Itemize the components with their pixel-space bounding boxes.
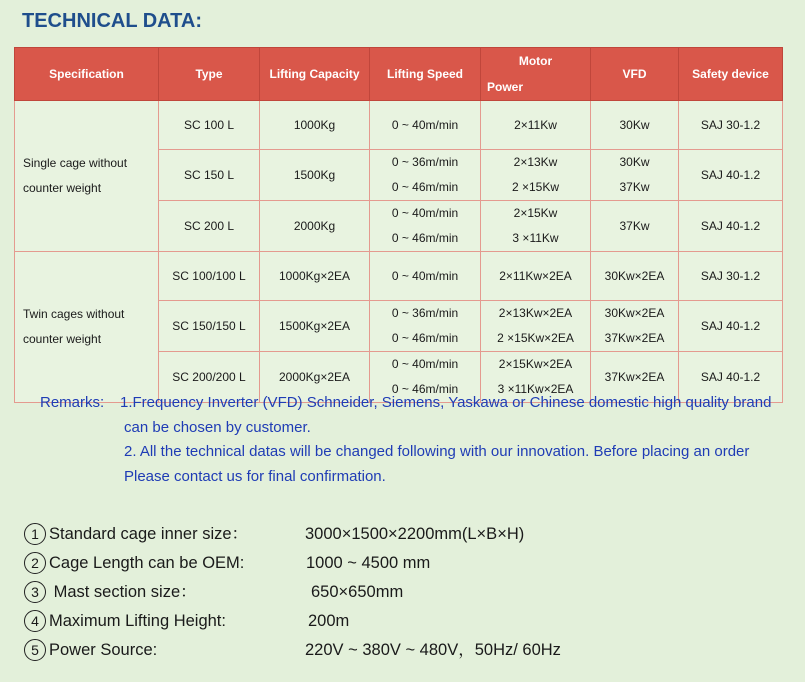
- details-list: [24, 521, 784, 666]
- table-row: [15, 252, 783, 301]
- cell-safety: SAJ 40-1.2: [679, 150, 783, 201]
- list-item: [24, 608, 784, 637]
- detail-label: Maximum Lifting Height:: [49, 612, 226, 630]
- cell-capacity: 2000Kg: [260, 201, 370, 252]
- detail-value: 220V ~ 380V ~ 480V，50Hz/ 60Hz: [305, 641, 561, 659]
- circled-number: 4: [24, 610, 46, 632]
- technical-data-table: [14, 47, 783, 403]
- header-motor-line1: Motor: [518, 54, 553, 68]
- cell-motor: 2×11Kw×2EA: [481, 252, 591, 301]
- page-title: TECHNICAL DATA:: [22, 10, 202, 32]
- header-type: Type: [159, 48, 260, 101]
- cell-type: SC 100 L: [159, 101, 260, 150]
- spec-twin-cages: Twin cages without counter weight: [15, 252, 159, 403]
- cell-type: SC 200/200 L: [159, 352, 260, 403]
- cell-vfd: 30Kw 37Kw: [591, 150, 679, 201]
- cell-safety: SAJ 30-1.2: [679, 252, 783, 301]
- cell-capacity: 1500Kg×2EA: [260, 301, 370, 352]
- cell-vfd: 37Kw×2EA: [591, 352, 679, 403]
- header-motor-line2: Power: [487, 80, 524, 94]
- cell-type: SC 100/100 L: [159, 252, 260, 301]
- cell-speed: 0 ~ 40m/min: [370, 252, 481, 301]
- circled-number: 1: [24, 523, 46, 545]
- remarks-label: Remarks:: [40, 394, 105, 411]
- cell-motor: 2×13Kw×2EA 2 ×15Kw×2EA: [481, 301, 591, 352]
- cell-vfd: 30Kw: [591, 101, 679, 150]
- detail-value: 650×650mm: [311, 583, 404, 601]
- cell-motor: 2×11Kw: [481, 101, 591, 150]
- detail-label: Cage Length can be OEM:: [49, 554, 245, 572]
- cell-motor: 2×15Kw×2EA 3 ×11Kw×2EA: [481, 352, 591, 403]
- cell-motor: 2×15Kw 3 ×11Kw: [481, 201, 591, 252]
- circled-number: 3: [24, 581, 46, 603]
- header-lifting-capacity: Lifting Capacity: [260, 48, 370, 101]
- list-item: [24, 550, 784, 579]
- cell-capacity: 1000Kg×2EA: [260, 252, 370, 301]
- cell-capacity: 2000Kg×2EA: [260, 352, 370, 403]
- list-item: [24, 579, 784, 608]
- cell-vfd: 37Kw: [591, 201, 679, 252]
- cell-type: SC 200 L: [159, 201, 260, 252]
- cell-capacity: 1500Kg: [260, 150, 370, 201]
- circled-number: 2: [24, 552, 46, 574]
- detail-value: 1000 ~ 4500 mm: [306, 554, 431, 572]
- table-row: [15, 101, 783, 150]
- cell-motor: 2×13Kw 2 ×15Kw: [481, 150, 591, 201]
- detail-label: Mast section size：: [49, 583, 197, 601]
- spec-single-cage: Single cage without counter weight: [15, 101, 159, 252]
- cell-speed: 0 ~ 40m/min: [370, 101, 481, 150]
- detail-value: 200m: [308, 612, 350, 630]
- cell-safety: SAJ 40-1.2: [679, 301, 783, 352]
- remarks-line-4: Please contact us for final confirmation.: [124, 467, 386, 485]
- cell-safety: SAJ 40-1.2: [679, 201, 783, 252]
- cell-vfd: 30Kw×2EA: [591, 252, 679, 301]
- table-header-row: [15, 48, 783, 101]
- cell-speed: 0 ~ 40m/min 0 ~ 46m/min: [370, 201, 481, 252]
- detail-label: Standard cage inner size：: [49, 525, 249, 543]
- list-item: [24, 521, 784, 550]
- cell-safety: SAJ 30-1.2: [679, 101, 783, 150]
- detail-label: Power Source:: [49, 641, 158, 659]
- list-item: [24, 637, 784, 666]
- header-safety-device: Safety device: [679, 48, 783, 101]
- header-lifting-speed: Lifting Speed: [370, 48, 481, 101]
- header-motor-power: [481, 48, 591, 101]
- remarks-line-2: can be chosen by customer.: [124, 418, 311, 436]
- cell-safety: SAJ 40-1.2: [679, 352, 783, 403]
- detail-value: 3000×1500×2200mm(L×B×H): [305, 525, 525, 543]
- cell-type: SC 150/150 L: [159, 301, 260, 352]
- cell-type: SC 150 L: [159, 150, 260, 201]
- cell-speed: 0 ~ 36m/min 0 ~ 46m/min: [370, 301, 481, 352]
- cell-speed: 0 ~ 36m/min 0 ~ 46m/min: [370, 150, 481, 201]
- header-vfd: VFD: [591, 48, 679, 101]
- cell-vfd: 30Kw×2EA 37Kw×2EA: [591, 301, 679, 352]
- remarks-block: [40, 391, 790, 489]
- remarks-line-1: 1.Frequency Inverter (VFD) Schneider, Siemens, Yaskawa or Chinese domestic high quality brand: [120, 394, 772, 411]
- remarks-line-3: 2. All the technical datas will be changed following with our innovation. Before placing an order: [124, 443, 750, 460]
- cell-capacity: 1000Kg: [260, 101, 370, 150]
- circled-number: 5: [24, 639, 46, 661]
- header-specification: Specification: [15, 48, 159, 101]
- cell-speed: 0 ~ 40m/min 0 ~ 46m/min: [370, 352, 481, 403]
